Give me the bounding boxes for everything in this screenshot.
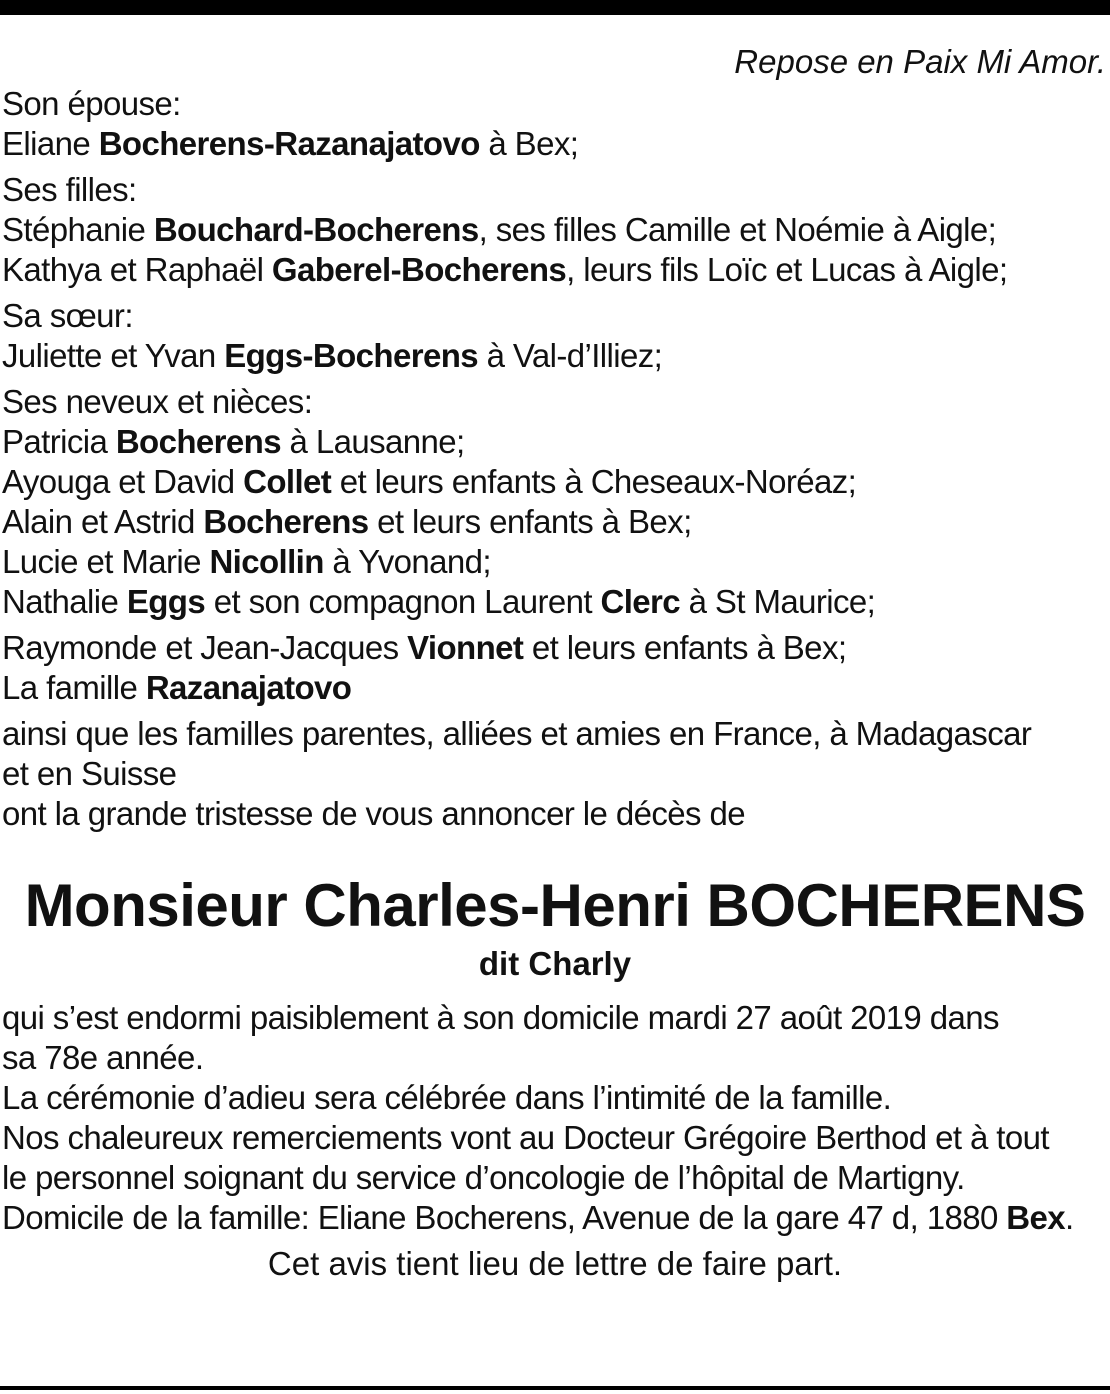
- relative-line: Raymonde et Jean-Jacques Vionnet et leurs enfants à Bex;: [2, 629, 847, 666]
- closing-section: [0, 998, 1110, 1238]
- nephew-line: Alain et Astrid Bocherens et leurs enfants à Bex;: [2, 503, 692, 540]
- surname: Collet: [243, 463, 332, 500]
- epigraph: Repose en Paix Mi Amor.: [734, 43, 1106, 80]
- announcement-section: [2, 714, 1110, 834]
- spouse-line: Eliane Bocherens-Razanajatovo à Bex;: [2, 125, 579, 162]
- daughter-line: Stéphanie Bouchard-Bocherens, ses filles Camille et Noémie à Aigle;: [2, 211, 997, 248]
- sister-section: [2, 296, 1110, 376]
- section-heading: Ses neveux et nièces:: [2, 383, 313, 420]
- announcement-line: ainsi que les familles parentes, alliées et amies en France, à Madagascar: [2, 715, 1032, 752]
- surname: Bocherens: [203, 503, 369, 540]
- thanks-line: Nos chaleureux remerciements vont au Docteur Grégoire Berthod et à tout: [2, 1119, 1049, 1156]
- nephew-line: Patricia Bocherens à Lausanne;: [2, 423, 465, 460]
- death-line: qui s’est endormi paisiblement à son domicile mardi 27 août 2019 dans: [2, 999, 999, 1036]
- daughters-section: [2, 170, 1110, 290]
- death-line: sa 78e année.: [2, 1039, 204, 1076]
- surname: Eggs-Bocherens: [224, 337, 479, 374]
- obituary-notice: [0, 40, 1110, 1286]
- top-rule: [0, 0, 1110, 15]
- section-heading: Ses filles:: [2, 171, 137, 208]
- relative-line: La famille Razanajatovo: [2, 669, 352, 706]
- surname: Clerc: [600, 583, 681, 620]
- daughter-line: Kathya et Raphaël Gaberel-Bocherens, leurs fils Loïc et Lucas à Aigle;: [2, 251, 1008, 288]
- bottom-rule: [0, 1386, 1110, 1390]
- surname: Vionnet: [407, 629, 524, 666]
- surname: Bouchard-Bocherens: [153, 211, 479, 248]
- surname: Bocherens-Razanajatovo: [98, 125, 480, 162]
- deceased-name: Monsieur Charles-Henri BOCHERENS: [24, 872, 1086, 939]
- nephew-line: Nathalie Eggs et son compagnon Laurent Clerc à St Maurice;: [2, 583, 876, 620]
- spouse-section: [2, 84, 1110, 164]
- nephew-line: Lucie et Marie Nicollin à Yvonand;: [2, 543, 491, 580]
- thanks-line: le personnel soignant du service d’oncologie de l’hôpital de Martigny.: [2, 1159, 965, 1196]
- domicile-line: Domicile de la famille: Eliane Bocherens, Avenue de la gare 47 d, 1880 Bex.: [2, 1199, 1074, 1236]
- surname: Nicollin: [209, 543, 324, 580]
- other-relatives-section: [2, 628, 1110, 708]
- deceased-alias: dit Charly: [478, 945, 632, 982]
- section-heading: Son épouse:: [2, 85, 181, 122]
- nephew-line: Ayouga et David Collet et leurs enfants à Cheseaux-Noréaz;: [2, 463, 857, 500]
- nephews-section: [2, 382, 1110, 622]
- sister-line: Juliette et Yvan Eggs-Bocherens à Val-d’Illiez;: [2, 337, 663, 374]
- surname: Razanajatovo: [145, 669, 352, 706]
- surname: Bocherens: [115, 423, 281, 460]
- ceremony-line: La cérémonie d’adieu sera célébrée dans l’intimité de la famille.: [2, 1079, 892, 1116]
- surname: Eggs: [126, 583, 206, 620]
- surname: Gaberel-Bocherens: [271, 251, 567, 288]
- section-heading: Sa sœur:: [2, 297, 133, 334]
- announcement-line: et en Suisse: [2, 755, 177, 792]
- announcement-line: ont la grande tristesse de vous annoncer le décès de: [2, 795, 745, 832]
- footer-note: Cet avis tient lieu de lettre de faire part.: [267, 1245, 843, 1282]
- town: Bex: [1006, 1199, 1066, 1236]
